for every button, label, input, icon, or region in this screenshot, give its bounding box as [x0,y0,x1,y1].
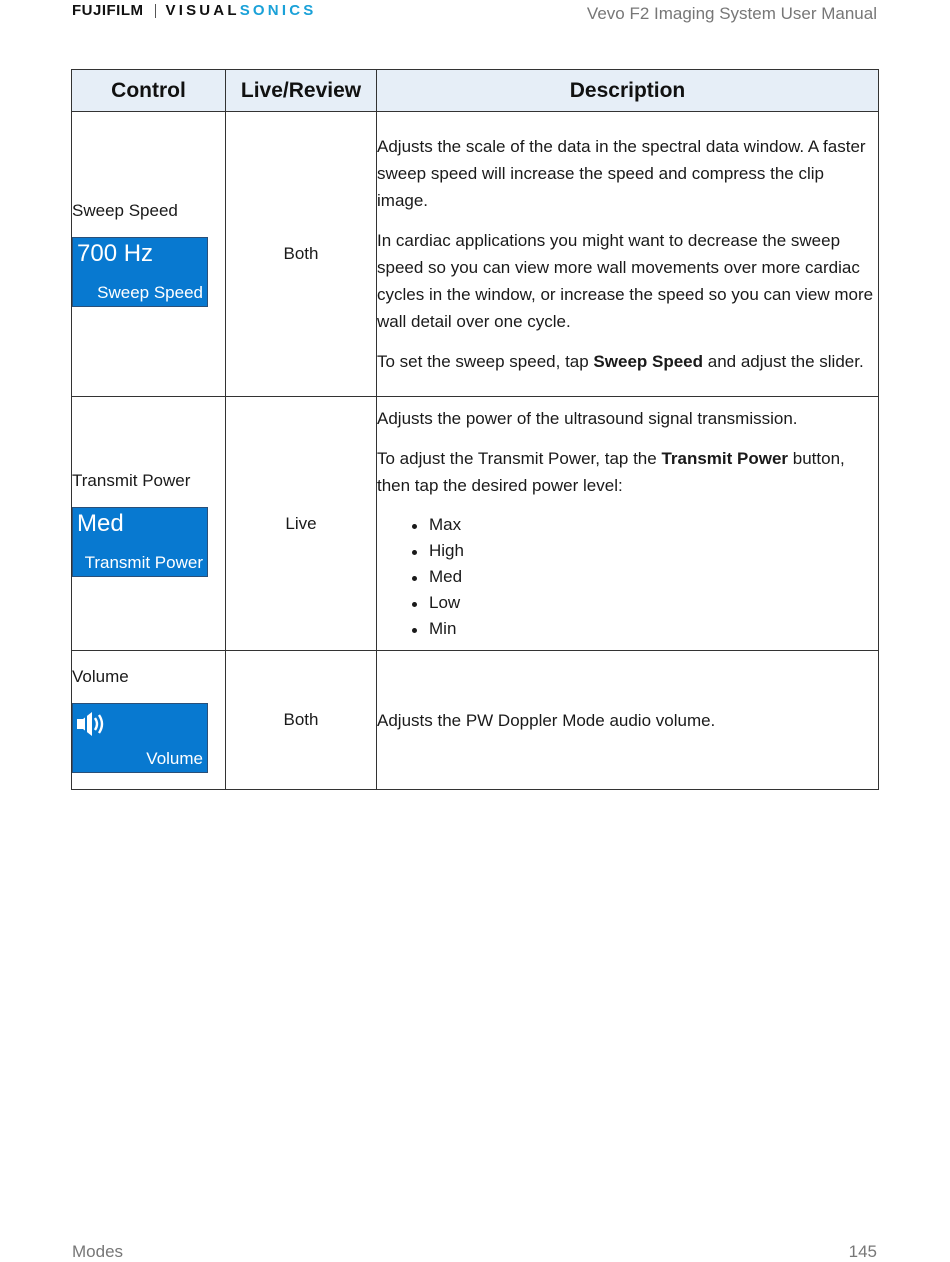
description-text: To adjust the Transmit Power, tap the [377,449,662,468]
description-text: and adjust the slider. [703,352,864,371]
description-paragraph: Adjusts the PW Doppler Mode audio volume. [377,710,716,730]
transmit-power-button-label: Transmit Power [84,552,203,572]
table-row [72,112,879,397]
description-paragraph: Adjusts the scale of the data in the spectral data window. A faster sweep speed will increase the speed and compress the clip image. [377,137,866,210]
sweep-speed-value: 700 Hz [77,240,154,267]
description-cell [377,651,879,790]
volume-button[interactable] [72,703,208,773]
control-name: Transmit Power [72,470,191,490]
description-cell [377,397,879,651]
description-text: To set the sweep speed, tap [377,352,594,371]
mode-cell: Live [226,397,377,651]
power-level-list [377,512,878,642]
fujifilm-visualsonics-logo [72,2,316,19]
list-item: Med [429,564,878,590]
speaker-icon [76,711,106,742]
column-header-description: Description [377,70,879,112]
transmit-power-button[interactable] [72,507,208,577]
description-text: button, then tap the desired power level: [377,449,845,495]
description-bold-text: Transmit Power [661,449,789,468]
logo-fujifilm-text: FUJIFILM [72,2,144,19]
list-item: Min [429,616,878,642]
table-header-row [72,70,879,112]
mode-cell: Both [226,651,377,790]
document-title: Vevo F2 Imaging System User Manual [586,4,877,23]
description-cell [377,112,879,397]
footer-page-number: 145 [848,1242,877,1261]
list-item: Low [429,590,878,616]
sweep-speed-button-label: Sweep Speed [97,283,203,302]
description-paragraph [377,348,878,375]
mode-cell: Both [226,112,377,397]
control-cell [72,112,226,397]
description-paragraph [377,445,878,499]
column-header-control: Control [72,70,226,112]
description-paragraph: Adjusts the power of the ultrasound signal transmission. [377,409,798,428]
description-bold-text: Sweep Speed [593,352,704,371]
logo-visual-text: VISUAL [165,2,240,19]
control-name: Volume [72,667,129,686]
column-header-live-review: Live/Review [226,70,377,112]
control-cell [72,397,226,651]
description-paragraph: In cardiac applications you might want to decrease the sweep speed so you can view more wall movements over more cardiac cycles in the window, or increase the speed so you can view more wall detail over one cycle. [377,231,874,331]
volume-button-label: Volume [146,749,203,768]
logo-sonics-text: SONICS [239,2,317,19]
sweep-speed-button[interactable] [72,237,208,307]
footer-section-name: Modes [72,1242,124,1261]
list-item: High [429,538,878,564]
transmit-power-value: Med [77,509,124,537]
page-header [72,0,877,30]
logo-divider [155,4,156,18]
controls-table [71,69,879,790]
table-row [72,651,879,790]
control-name: Sweep Speed [72,201,178,220]
control-cell [72,651,226,790]
table-row [72,397,879,651]
list-item: Max [429,512,878,538]
